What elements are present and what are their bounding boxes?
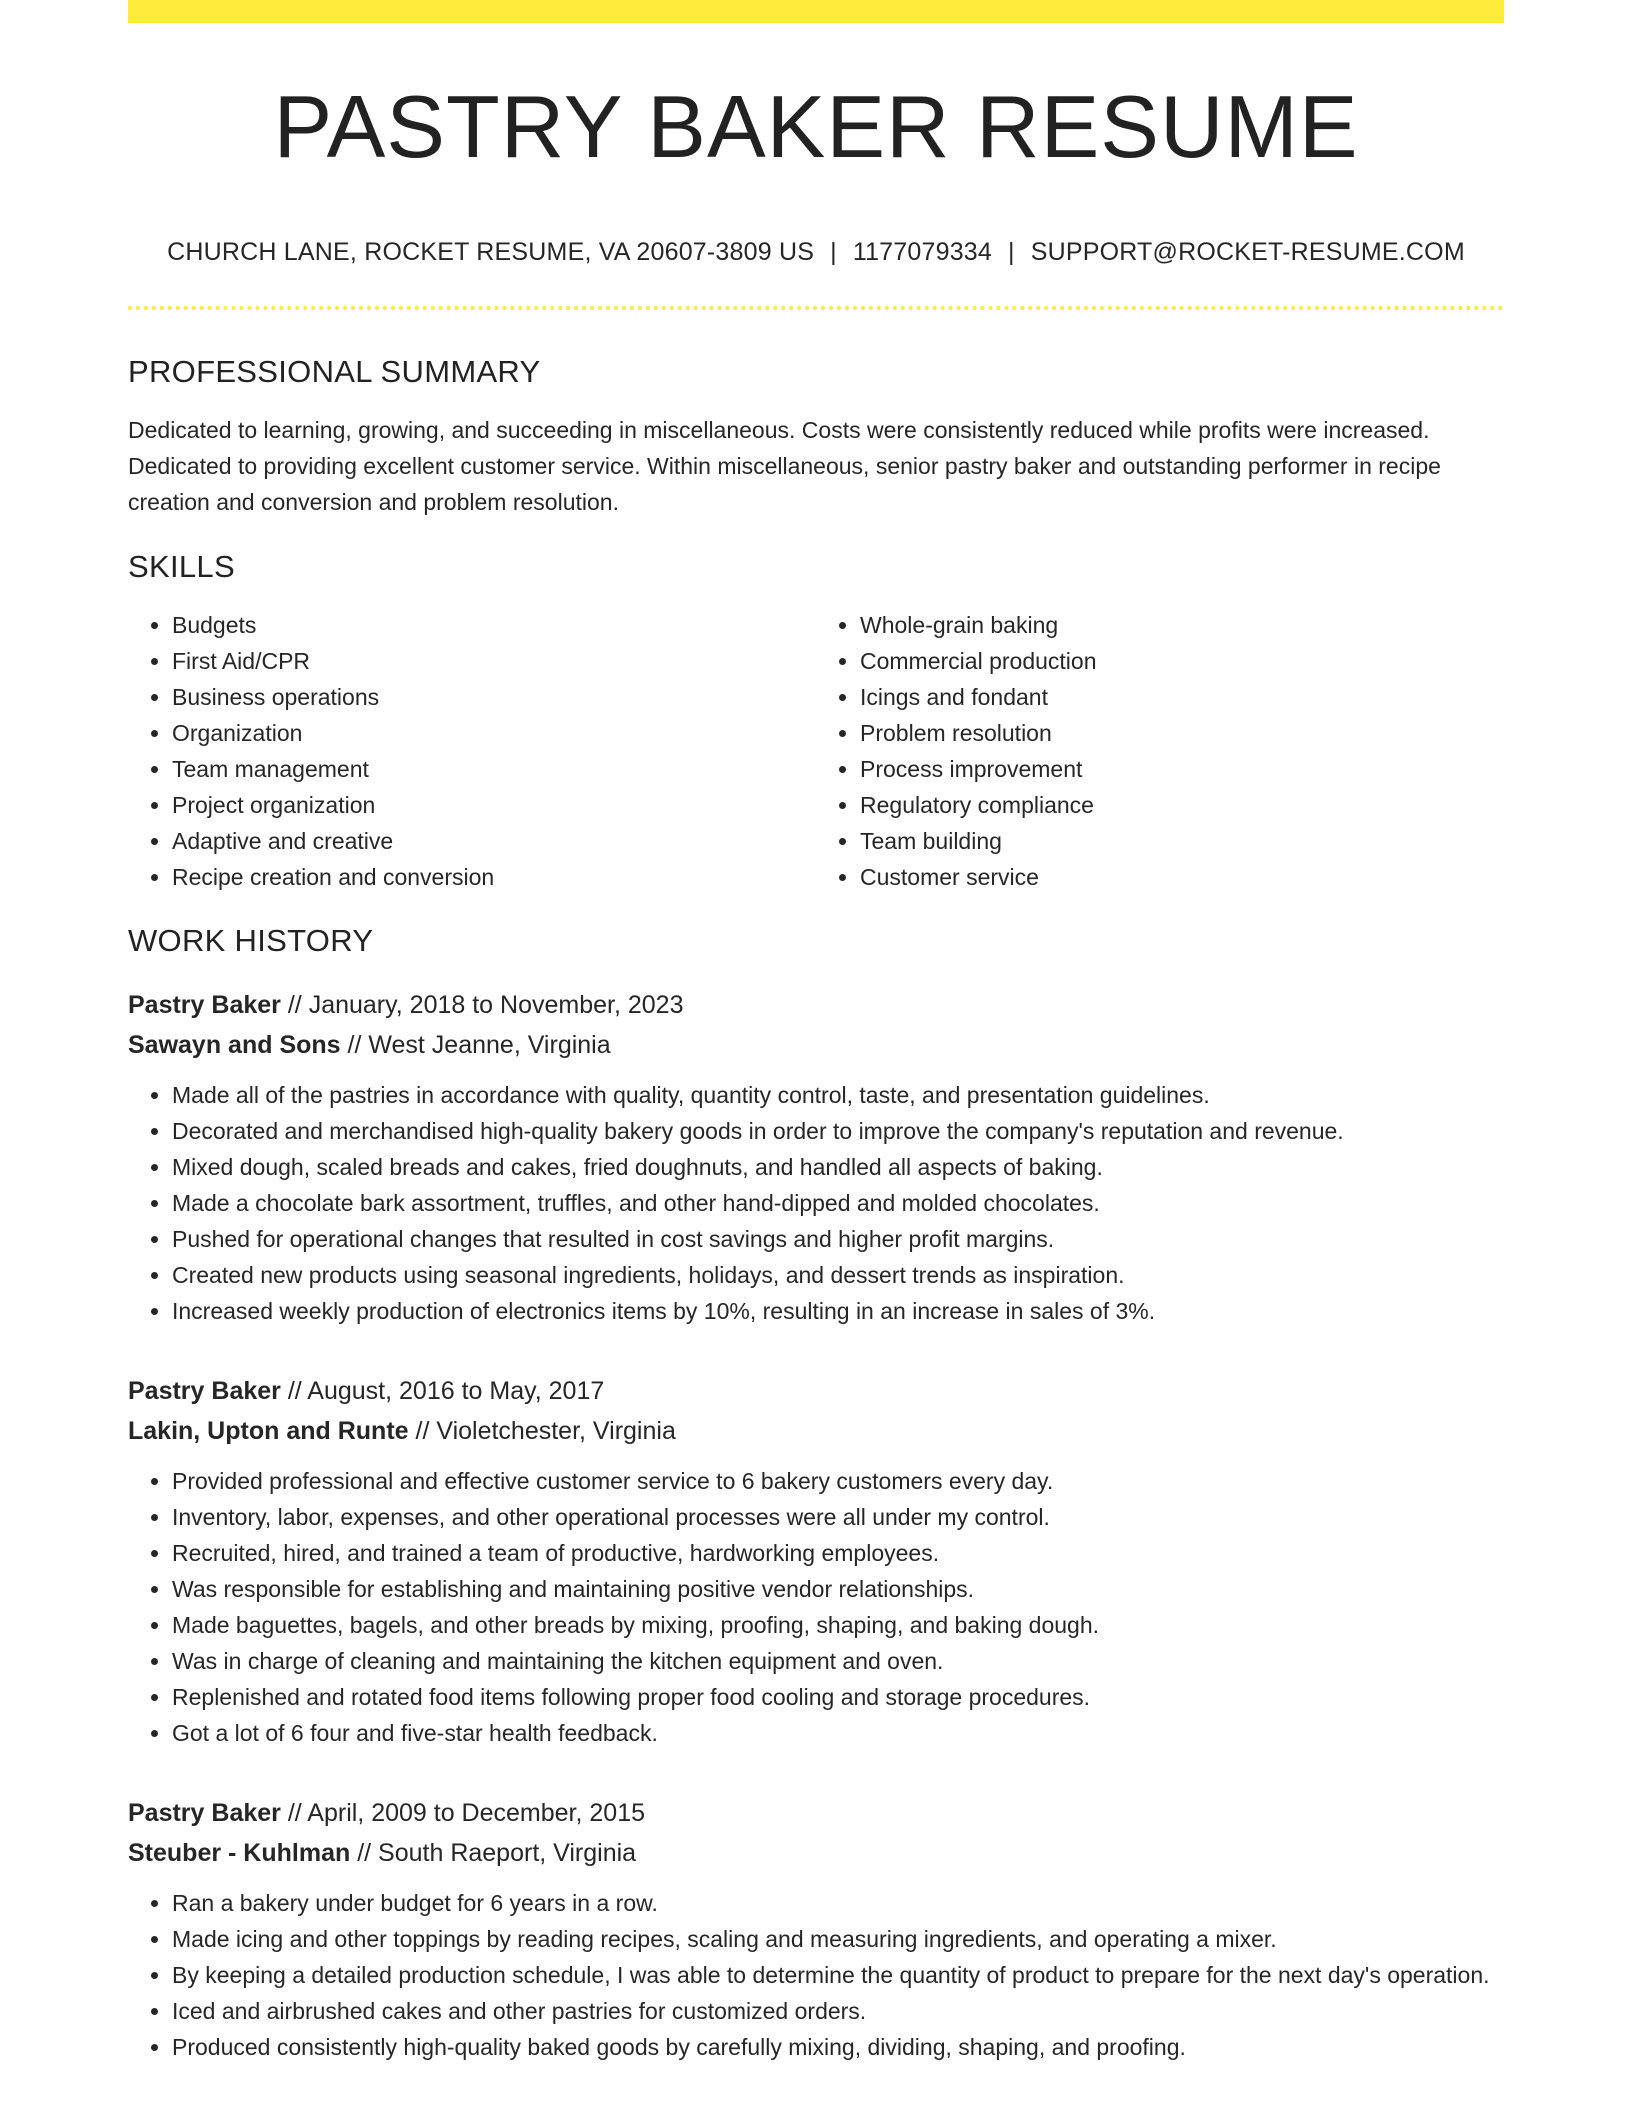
skill-item: • Whole-grain baking — [860, 607, 1504, 643]
job-company: Lakin, Upton and Runte — [128, 1417, 409, 1445]
contact-phone: 1177079334 — [852, 238, 993, 266]
top-accent-bar — [128, 0, 1504, 23]
skill-item: • Problem resolution — [860, 715, 1504, 751]
job-separator: // — [280, 1799, 308, 1827]
work-history-heading: WORK HISTORY — [128, 923, 374, 958]
job-separator: // — [280, 1377, 308, 1405]
resume-title: PASTRY BAKER RESUME — [273, 77, 1359, 176]
skill-item: • Regulatory compliance — [860, 787, 1504, 823]
job-dates: April, 2009 to December, 2015 — [307, 1799, 646, 1827]
job-bullet: • Was responsible for establishing and maintaining positive vendor relationships. — [172, 1571, 1504, 1607]
skill-item: • Business operations — [172, 679, 816, 715]
job-bullet: • Made a chocolate bark assortment, truffles, and other hand-dipped and molded chocolates. — [172, 1185, 1504, 1221]
skills-heading: SKILLS — [128, 549, 235, 584]
job-title-line — [128, 1793, 1504, 1833]
summary-section — [128, 354, 1504, 520]
job-bullet: • Was in charge of cleaning and maintaining the kitchen equipment and oven. — [172, 1643, 1504, 1679]
skill-item: • Process improvement — [860, 751, 1504, 787]
job-bullet: • Recruited, hired, and trained a team of productive, hardworking employees. — [172, 1535, 1504, 1571]
job-company: Steuber - Kuhlman — [128, 1839, 351, 1867]
skill-item: • Team management — [172, 751, 816, 787]
skill-item: • Adaptive and creative — [172, 823, 816, 859]
job-bullets — [128, 1077, 1504, 1329]
job-bullet: • Made baguettes, bagels, and other breads by mixing, proofing, shaping, and baking dough. — [172, 1607, 1504, 1643]
work-history-section — [128, 923, 1504, 2065]
job-bullets — [128, 1463, 1504, 1751]
job-bullet: • Made icing and other toppings by reading recipes, scaling and measuring ingredients, and operating a mixer. — [172, 1921, 1504, 1957]
skill-item: • Budgets — [172, 607, 816, 643]
skill-item: • Icings and fondant — [860, 679, 1504, 715]
job-location: West Jeanne, Virginia — [368, 1031, 611, 1059]
job-bullet: • Made all of the pastries in accordance with quality, quantity control, taste, and presentation guidelines. — [172, 1077, 1504, 1113]
job-separator: // — [340, 1031, 369, 1059]
job-bullet: • Created new products using seasonal ingredients, holidays, and dessert trends as inspiration. — [172, 1257, 1504, 1293]
job-separator: // — [350, 1839, 379, 1867]
job-bullets — [128, 1885, 1504, 2065]
skill-item: • First Aid/CPR — [172, 643, 816, 679]
skill-item: • Recipe creation and conversion — [172, 859, 816, 895]
job-bullet: • By keeping a detailed production schedule, I was able to determine the quantity of product to prepare for the next day's operation. — [172, 1957, 1504, 1993]
contact-separator: | — [830, 238, 837, 266]
summary-heading: PROFESSIONAL SUMMARY — [128, 354, 541, 389]
job-bullet: • Replenished and rotated food items following proper food cooling and storage procedures. — [172, 1679, 1504, 1715]
job-separator: // — [280, 991, 309, 1019]
job-location: Violetchester, Virginia — [436, 1417, 676, 1445]
skill-item: • Team building — [860, 823, 1504, 859]
job-bullet: • Got a lot of 6 four and five-star health feedback. — [172, 1715, 1504, 1751]
job-entry — [128, 985, 1504, 1329]
skills-list-left — [128, 607, 816, 895]
job-title: Pastry Baker — [128, 1799, 281, 1827]
contact-line — [128, 238, 1504, 267]
job-dates: January, 2018 to November, 2023 — [308, 991, 684, 1019]
job-entry — [128, 1793, 1504, 2065]
skill-item: • Customer service — [860, 859, 1504, 895]
job-company-line — [128, 1833, 1504, 1873]
resume-body — [128, 354, 1504, 2065]
job-bullet: • Produced consistently high-quality baked goods by carefully mixing, dividing, shaping, and proofing. — [172, 2029, 1504, 2065]
job-company: Sawayn and Sons — [128, 1031, 341, 1059]
skills-section — [128, 549, 1504, 895]
skill-item: • Commercial production — [860, 643, 1504, 679]
job-dates: August, 2016 to May, 2017 — [307, 1377, 605, 1405]
job-title-line — [128, 1371, 1504, 1411]
job-bullet: • Pushed for operational changes that resulted in cost savings and higher profit margins. — [172, 1221, 1504, 1257]
job-title-line — [128, 985, 1504, 1025]
job-title: Pastry Baker — [128, 991, 281, 1019]
job-bullet: • Iced and airbrushed cakes and other pastries for customized orders. — [172, 1993, 1504, 2029]
job-company-line — [128, 1025, 1504, 1065]
contact-email: SUPPORT@ROCKET-RESUME.COM — [1030, 238, 1465, 266]
contact-address: CHURCH LANE, ROCKET RESUME, VA 20607-3809 US — [167, 238, 815, 266]
job-title: Pastry Baker — [128, 1377, 281, 1405]
job-bullet: • Increased weekly production of electronics items by 10%, resulting in an increase in sales of 3%. — [172, 1293, 1504, 1329]
skills-columns — [128, 607, 1504, 895]
job-bullet: • Mixed dough, scaled breads and cakes, fried doughnuts, and handled all aspects of baking. — [172, 1149, 1504, 1185]
skill-item: • Project organization — [172, 787, 816, 823]
job-bullet: • Provided professional and effective customer service to 6 bakery customers every day. — [172, 1463, 1504, 1499]
job-entry — [128, 1371, 1504, 1751]
job-company-line — [128, 1411, 1504, 1451]
job-bullet: • Ran a bakery under budget for 6 years in a row. — [172, 1885, 1504, 1921]
dotted-divider — [128, 306, 1504, 310]
contact-separator: | — [1008, 238, 1015, 266]
job-bullet: • Inventory, labor, expenses, and other operational processes were all under my control. — [172, 1499, 1504, 1535]
job-location: South Raeport, Virginia — [378, 1839, 637, 1867]
skills-list-right — [816, 607, 1504, 895]
summary-text: Dedicated to learning, growing, and succeeding in miscellaneous. Costs were consistently reduced while profits were increased. Dedicated to providing excellent customer service. Within miscellaneous, senior pastry baker and outstanding performer in recipe creation and conversion and problem resolution. — [128, 417, 1441, 515]
job-bullet: • Decorated and merchandised high-quality bakery goods in order to improve the company's reputation and revenue. — [172, 1113, 1504, 1149]
job-separator: // — [408, 1417, 437, 1445]
skill-item: • Organization — [172, 715, 816, 751]
